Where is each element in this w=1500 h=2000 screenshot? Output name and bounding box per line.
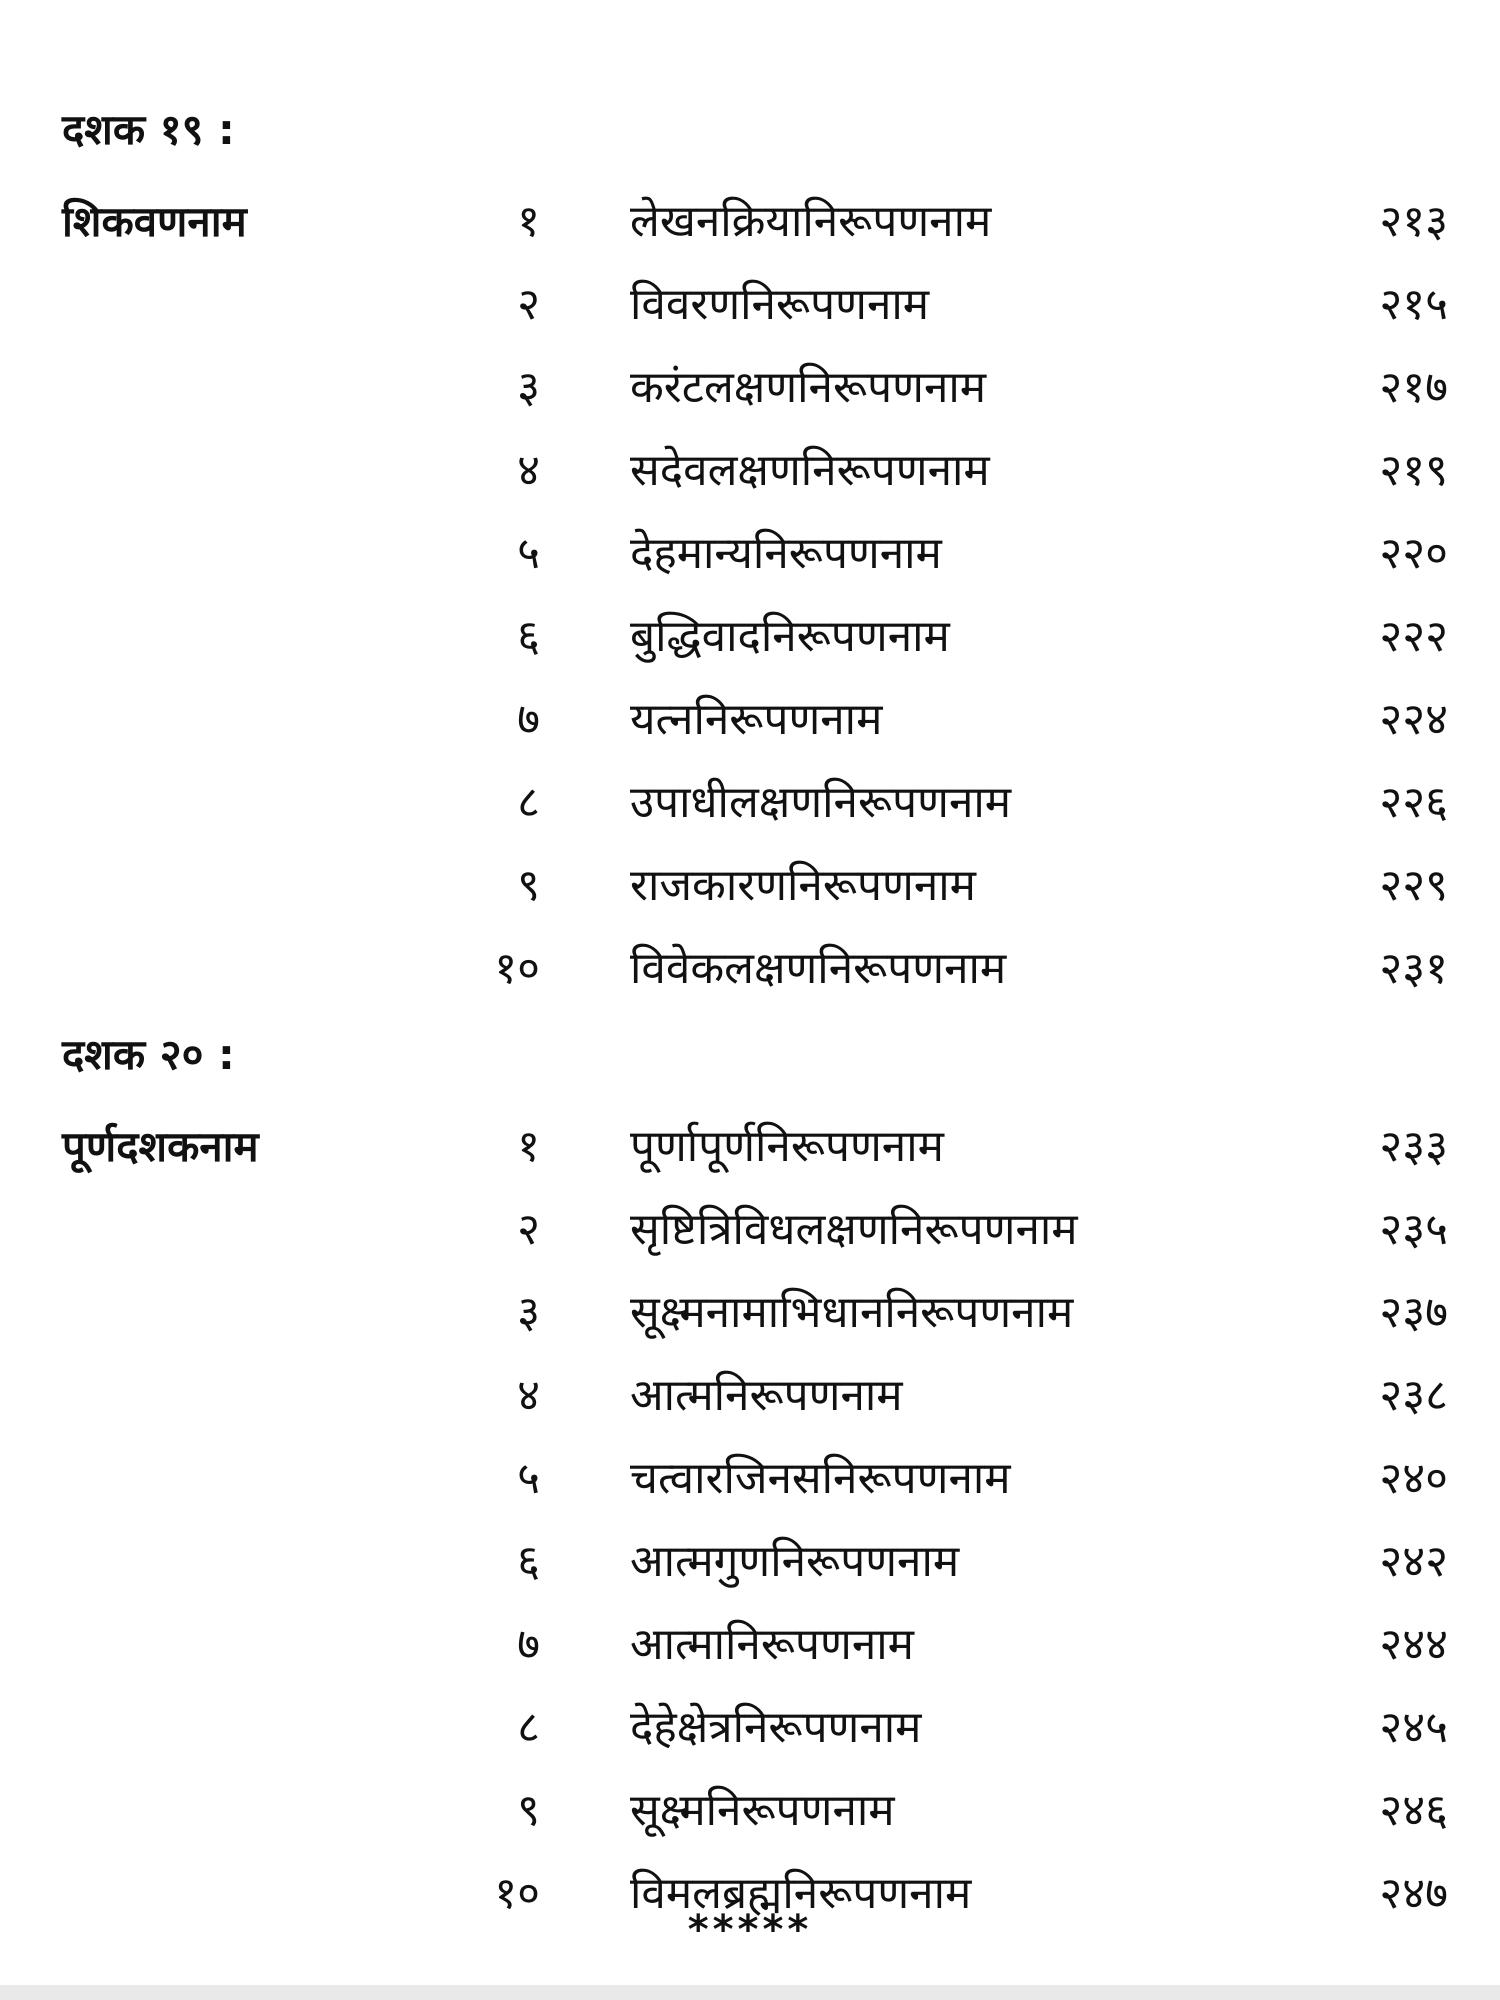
chapter-row: [0, 512, 1500, 595]
chapter-number: ३: [517, 1287, 540, 1338]
chapter-title: देहेक्षेत्रनिरूपणनाम: [630, 1702, 922, 1753]
chapter-title: सूक्ष्मनामाभिधाननिरूपणनाम: [630, 1287, 1074, 1338]
chapter-page-number: २३१: [1379, 943, 1448, 994]
chapter-row: [0, 1686, 1500, 1769]
chapter-page-number: २३८: [1379, 1370, 1448, 1421]
chapter-title: पूर्णापूर्णनिरूपणनाम: [630, 1121, 944, 1172]
chapter-number: १: [517, 196, 540, 247]
chapter-title: यत्ननिरूपणनाम: [630, 694, 883, 745]
chapter-number: ७: [517, 694, 540, 745]
chapter-title: राजकारणनिरूपणनाम: [630, 860, 976, 911]
chapter-list: [0, 1105, 1500, 1935]
chapter-page-number: २४४: [1379, 1619, 1448, 1670]
chapter-title: विवेकलक्षणनिरूपणनाम: [630, 943, 1007, 994]
chapter-page-number: २३७: [1379, 1287, 1448, 1338]
chapter-number: ९: [517, 1785, 540, 1836]
chapter-page-number: २४०: [1379, 1453, 1448, 1504]
chapter-row: [0, 927, 1500, 1010]
chapter-row: [0, 1271, 1500, 1354]
chapter-number: ४: [517, 1370, 540, 1421]
chapter-number: ५: [517, 528, 540, 579]
chapter-title: करंटलक्षणनिरूपणनाम: [630, 362, 987, 413]
chapter-page-number: २२६: [1379, 777, 1448, 828]
chapter-row: [0, 1603, 1500, 1686]
chapter-page-number: २२०: [1379, 528, 1448, 579]
chapter-number: ८: [517, 1702, 540, 1753]
chapter-title: देहमान्यनिरूपणनाम: [630, 528, 942, 579]
dashak-book-title: शिकवणनाम: [62, 197, 247, 246]
chapter-title: सूक्ष्मनिरूपणनाम: [630, 1785, 895, 1836]
chapter-title: विमलब्रह्मनिरूपणनाम: [630, 1868, 972, 1919]
chapter-page-number: २२२: [1379, 611, 1448, 662]
chapter-number: ९: [517, 860, 540, 911]
chapter-title: बुद्धिवादनिरूपणनाम: [630, 611, 950, 662]
dashak-heading: दशक २० :: [62, 1030, 235, 1079]
chapter-number: १०: [494, 1868, 540, 1919]
chapter-page-number: २३५: [1379, 1204, 1448, 1255]
chapter-row: [0, 1769, 1500, 1852]
chapter-number: ८: [517, 777, 540, 828]
chapter-page-number: २४७: [1379, 1868, 1448, 1919]
chapter-row: [0, 844, 1500, 927]
chapter-title: उपाधीलक्षणनिरूपणनाम: [630, 777, 1012, 828]
dashak-book-title: पूर्णदशकनाम: [62, 1122, 259, 1171]
chapter-title: आत्मनिरूपणनाम: [630, 1370, 903, 1421]
chapter-row: [0, 429, 1500, 512]
chapter-number: ६: [517, 1536, 540, 1587]
end-of-section-stars: *****: [687, 1907, 813, 1953]
chapter-page-number: २३३: [1379, 1121, 1448, 1172]
chapter-number: २: [517, 1204, 540, 1255]
chapter-title: आत्मगुणनिरूपणनाम: [630, 1536, 960, 1587]
chapter-row: [0, 761, 1500, 844]
chapter-list: [0, 180, 1500, 1010]
chapter-number: १: [517, 1121, 540, 1172]
chapter-title: सृष्टित्रिविधलक्षणनिरूपणनाम: [630, 1204, 1078, 1255]
chapter-page-number: २२४: [1379, 694, 1448, 745]
chapter-number: १०: [494, 943, 540, 994]
chapter-row: [0, 1188, 1500, 1271]
chapter-number: ५: [517, 1453, 540, 1504]
chapter-page-number: २१३: [1379, 196, 1448, 247]
chapter-title: सदेवलक्षणनिरूपणनाम: [630, 445, 990, 496]
chapter-title: लेखनक्रियानिरूपणनाम: [630, 196, 992, 247]
chapter-page-number: २१७: [1379, 362, 1448, 413]
chapter-number: २: [517, 279, 540, 330]
chapter-title: आत्मानिरूपणनाम: [630, 1619, 914, 1670]
chapter-page-number: २४५: [1379, 1702, 1448, 1753]
chapter-number: ४: [517, 445, 540, 496]
chapter-row: [0, 678, 1500, 761]
chapter-page-number: २१५: [1379, 279, 1448, 330]
chapter-number: ६: [517, 611, 540, 662]
chapter-row: [0, 1520, 1500, 1603]
chapter-page-number: २४२: [1379, 1536, 1448, 1587]
chapter-title: चत्वारजिनसनिरूपणनाम: [630, 1453, 1011, 1504]
scan-bottom-edge: [0, 1985, 1500, 2000]
chapter-row: [0, 180, 1500, 263]
chapter-row: [0, 1354, 1500, 1437]
chapter-page-number: २१९: [1379, 445, 1448, 496]
chapter-number: ३: [517, 362, 540, 413]
chapter-row: [0, 1437, 1500, 1520]
chapter-number: ७: [517, 1619, 540, 1670]
chapter-page-number: २४६: [1379, 1785, 1448, 1836]
chapter-row: [0, 263, 1500, 346]
chapter-title: विवरणनिरूपणनाम: [630, 279, 930, 330]
chapter-row: [0, 595, 1500, 678]
chapter-page-number: २२९: [1379, 860, 1448, 911]
chapter-row: [0, 346, 1500, 429]
chapter-row: [0, 1105, 1500, 1188]
dashak-heading: दशक १९ :: [62, 105, 235, 154]
